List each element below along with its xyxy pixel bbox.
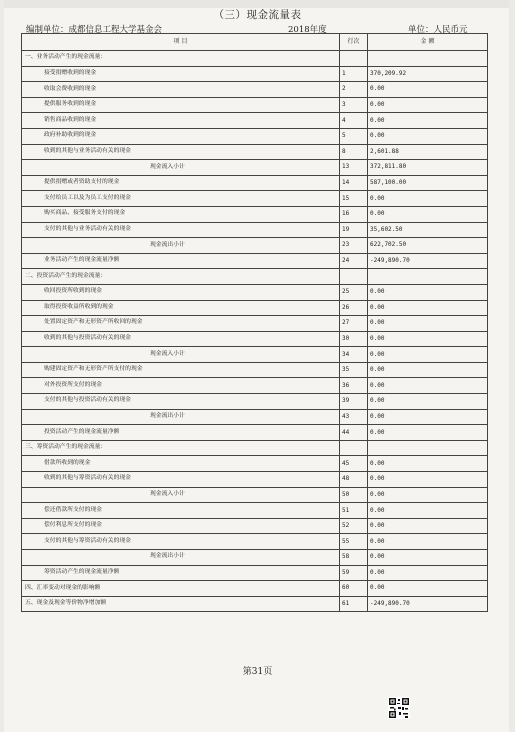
table-row: [22, 222, 488, 238]
page-number: 第31页: [242, 667, 273, 677]
cash-flow-table: [21, 33, 488, 612]
row-line-no: 34: [340, 347, 368, 363]
qr-code-icon: [388, 697, 410, 719]
row-amount: 622,702.50: [368, 238, 488, 254]
table-row: [22, 425, 488, 441]
row-line-no: 26: [340, 300, 368, 316]
row-line-no: 19: [340, 222, 368, 238]
compiler-line: 编制单位：成都信息工程大学基金会: [26, 25, 163, 35]
table-row: [22, 284, 488, 300]
row-amount: [368, 51, 488, 67]
row-line-no: [340, 51, 368, 67]
row-item: 四、汇率变动对现金的影响额: [22, 581, 340, 597]
row-item: 销售商品收到的现金: [22, 113, 340, 129]
row-item: 二、投资活动产生的现金流量：: [22, 269, 340, 285]
row-amount: 0.00: [368, 378, 488, 394]
row-item: 处置固定资产和无形资产所收回的现金: [22, 316, 340, 332]
table-row: [22, 503, 488, 519]
row-amount: 0.00: [368, 425, 488, 441]
table-row: [22, 596, 488, 612]
row-line-no: 61: [340, 596, 368, 612]
row-item: 收到的其他与业务活动有关的现金: [22, 144, 340, 160]
row-amount: 0.00: [368, 518, 488, 534]
currency-unit: 单位：人民币元: [408, 25, 468, 35]
row-amount: 0.00: [368, 316, 488, 332]
row-item: 对外投资所支付的现金: [22, 378, 340, 394]
table-row: [22, 440, 488, 456]
row-item: 收取会费收到的现金: [22, 82, 340, 98]
scan-edge-left: [0, 0, 4, 732]
row-amount: 0.00: [368, 394, 488, 410]
row-amount: [368, 440, 488, 456]
row-item: 筹资活动产生的现金流量净额: [22, 565, 340, 581]
table-row: [22, 362, 488, 378]
row-item: 购买商品、接受服务支付的现金: [22, 206, 340, 222]
row-item: 五、现金及现金等价物净增加额: [22, 596, 340, 612]
table-row: [22, 534, 488, 550]
row-amount: 0.00: [368, 284, 488, 300]
row-line-no: 27: [340, 316, 368, 332]
row-line-no: 16: [340, 206, 368, 222]
row-amount: 0.00: [368, 362, 488, 378]
table-row: [22, 487, 488, 503]
row-amount: 0.00: [368, 206, 488, 222]
row-line-no: [340, 269, 368, 285]
row-item: 现金流入小计: [22, 160, 340, 176]
row-line-no: 23: [340, 238, 368, 254]
row-amount: 0.00: [368, 82, 488, 98]
table-row: [22, 331, 488, 347]
table-row: [22, 253, 488, 269]
table-row: [22, 269, 488, 285]
row-line-no: 15: [340, 191, 368, 207]
row-item: 借款所收到的现金: [22, 456, 340, 472]
row-line-no: 25: [340, 284, 368, 300]
row-amount: [368, 269, 488, 285]
row-amount: 587,100.00: [368, 175, 488, 191]
row-item: 现金流出小计: [22, 238, 340, 254]
row-amount: -249,890.70: [368, 596, 488, 612]
row-line-no: 59: [340, 565, 368, 581]
row-amount: 2,601.88: [368, 144, 488, 160]
row-line-no: [340, 440, 368, 456]
table-row: [22, 581, 488, 597]
row-amount: 0.00: [368, 550, 488, 566]
row-line-no: 39: [340, 394, 368, 410]
row-amount: 0.00: [368, 456, 488, 472]
row-amount: 0.00: [368, 534, 488, 550]
row-line-no: 35: [340, 362, 368, 378]
fiscal-year: 2018年度: [288, 25, 327, 35]
row-line-no: 55: [340, 534, 368, 550]
row-line-no: 8: [340, 144, 368, 160]
row-amount: 0.00: [368, 347, 488, 363]
row-item: 提供捐赠或者资助支付的现金: [22, 175, 340, 191]
row-amount: 0.00: [368, 472, 488, 488]
row-amount: 0.00: [368, 128, 488, 144]
row-item: 偿付利息所支付的现金: [22, 518, 340, 534]
row-item: 支付的其他与投资活动有关的现金: [22, 394, 340, 410]
scan-edge-right: [509, 0, 515, 732]
row-line-no: 4: [340, 113, 368, 129]
table-row: [22, 518, 488, 534]
row-line-no: 50: [340, 487, 368, 503]
row-item: 收到的其他与投资活动有关的现金: [22, 331, 340, 347]
row-item: 偿还借款所支付的现金: [22, 503, 340, 519]
row-line-no: 43: [340, 409, 368, 425]
row-line-no: 52: [340, 518, 368, 534]
table-row: [22, 378, 488, 394]
row-item: 收回投资所收到的现金: [22, 284, 340, 300]
table-row: [22, 206, 488, 222]
row-amount: 0.00: [368, 565, 488, 581]
table-row: [22, 97, 488, 113]
table-row: [22, 160, 488, 176]
document-title: （三）现金流量表: [213, 9, 302, 21]
row-line-no: 3: [340, 97, 368, 113]
row-amount: 35,602.50: [368, 222, 488, 238]
row-item: 提供服务收到的现金: [22, 97, 340, 113]
table-row: [22, 128, 488, 144]
row-amount: 0.00: [368, 97, 488, 113]
table-row: [22, 565, 488, 581]
table-row: [22, 113, 488, 129]
table-row: [22, 347, 488, 363]
row-item: 现金流出小计: [22, 550, 340, 566]
row-line-no: 58: [340, 550, 368, 566]
row-item: 取得投资收益所收到的现金: [22, 300, 340, 316]
header-item: 项 目: [22, 34, 340, 51]
row-item: 收到的其他与筹资活动有关的现金: [22, 472, 340, 488]
row-line-no: 1: [340, 66, 368, 82]
row-amount: 0.00: [368, 487, 488, 503]
row-line-no: 30: [340, 331, 368, 347]
row-item: 接受捐赠收到的现金: [22, 66, 340, 82]
table-row: [22, 144, 488, 160]
row-item: 一、业务活动产生的现金流量：: [22, 51, 340, 67]
row-amount: 370,209.92: [368, 66, 488, 82]
row-line-no: 13: [340, 160, 368, 176]
table-row: [22, 82, 488, 98]
row-amount: 0.00: [368, 300, 488, 316]
header-line-no: 行次: [340, 34, 368, 51]
row-line-no: 5: [340, 128, 368, 144]
row-amount: -249,890.70: [368, 253, 488, 269]
table-row: [22, 300, 488, 316]
table-row: [22, 66, 488, 82]
row-amount: 0.00: [368, 409, 488, 425]
row-amount: 0.00: [368, 113, 488, 129]
table-row: [22, 238, 488, 254]
row-line-no: 36: [340, 378, 368, 394]
row-item: 支付给员工以及为员工支付的现金: [22, 191, 340, 207]
row-item: 购建固定资产和无形资产所支付的现金: [22, 362, 340, 378]
row-item: 业务活动产生的现金流量净额: [22, 253, 340, 269]
row-line-no: 45: [340, 456, 368, 472]
row-line-no: 14: [340, 175, 368, 191]
row-line-no: 44: [340, 425, 368, 441]
row-amount: 372,811.80: [368, 160, 488, 176]
table-row: [22, 550, 488, 566]
row-line-no: 2: [340, 82, 368, 98]
row-amount: 0.00: [368, 191, 488, 207]
row-item: 三、筹资活动产生的现金流量：: [22, 440, 340, 456]
table-row: [22, 394, 488, 410]
row-line-no: 24: [340, 253, 368, 269]
row-item: 现金流出小计: [22, 409, 340, 425]
table-row: [22, 191, 488, 207]
row-line-no: 48: [340, 472, 368, 488]
row-item: 支付的其他与筹资活动有关的现金: [22, 534, 340, 550]
row-line-no: 51: [340, 503, 368, 519]
row-amount: 0.00: [368, 331, 488, 347]
row-line-no: 60: [340, 581, 368, 597]
row-item: 政府补助收到的现金: [22, 128, 340, 144]
table-row: [22, 51, 488, 67]
header-amount: 金 额: [368, 34, 488, 51]
table-header-row: [22, 34, 488, 51]
row-item: 现金流入小计: [22, 487, 340, 503]
table-row: [22, 175, 488, 191]
table-row: [22, 316, 488, 332]
table-row: [22, 472, 488, 488]
table-row: [22, 409, 488, 425]
table-row: [22, 456, 488, 472]
row-amount: 0.00: [368, 503, 488, 519]
row-item: 现金流入小计: [22, 347, 340, 363]
row-item: 支付的其他与业务活动有关的现金: [22, 222, 340, 238]
row-item: 投资活动产生的现金流量净额: [22, 425, 340, 441]
row-amount: 0.00: [368, 581, 488, 597]
